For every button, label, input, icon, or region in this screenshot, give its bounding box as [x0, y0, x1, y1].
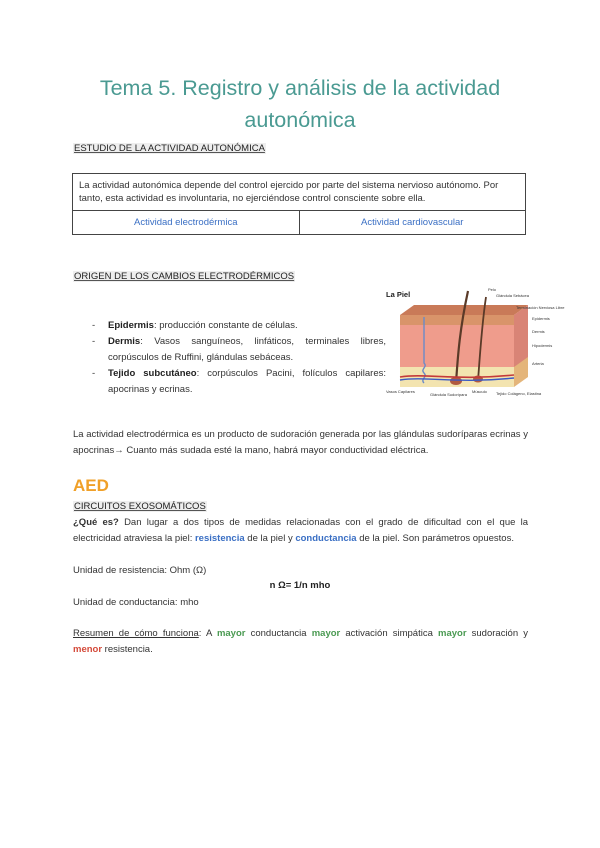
section-heading-estudio: ESTUDIO DE LA ACTIVIDAD AUTONÓMICA — [74, 143, 265, 154]
skin-diagram — [386, 283, 586, 401]
svg-text:Tejido Colágeno, Elastina: Tejido Colágeno, Elastina — [496, 391, 542, 396]
page-title: Tema 5. Registro y análisis de la actividad autonómica — [99, 76, 501, 132]
intro-text: La actividad autonómica depende del control ejercido por parte del sistema nervioso autónomo. Por tanto, esta actividad es involuntaria, no ejerciéndose control consciente sobre ella. — [73, 174, 526, 211]
svg-text:Epidermis: Epidermis — [532, 316, 550, 321]
svg-text:Músculo: Músculo — [472, 389, 487, 394]
svg-text:Glándula Sebácea: Glándula Sebácea — [496, 293, 529, 298]
list-item: - Epidermis: producción constante de células. — [92, 320, 298, 331]
que-es-paragraph: ¿Qué es? Dan lugar a dos tipos de medidas relacionadas con el grado de dificultad con el que la electricidad atraviesa la piel: resistencia de la piel y conductancia de la piel. Son parámetros opuestos. — [73, 517, 528, 544]
svg-text:Terminación Nerviosa Libre: Terminación Nerviosa Libre — [516, 305, 565, 310]
formula: n Ω= 1/n mho — [269, 580, 331, 591]
summary-paragraph: Resumen de cómo funciona: A mayor conductancia mayor activación simpática mayor sudoración y menor resistencia. — [73, 628, 528, 655]
svg-text:Pelo: Pelo — [488, 287, 497, 292]
aed-heading: AED — [73, 476, 109, 495]
epidermis-layer — [400, 315, 514, 325]
skin-diagram-title: La Piel — [386, 290, 411, 299]
svg-text:Glándula Sudorípara: Glándula Sudorípara — [430, 392, 467, 397]
svg-text:Dermis: Dermis — [532, 329, 545, 334]
intro-table — [72, 173, 526, 235]
electrodermal-paragraph: La actividad electrodérmica es un producto de sudoración generada por las glándulas sudoríparas ecrinas y apocrinas→ Cuanto más sudada esté la mano, habrá mayor conductividad eléctrica. — [73, 429, 528, 456]
cell-actividad-cardiovascular: Actividad cardiovascular — [299, 211, 526, 235]
unit-conductance: Unidad de conductancia: mho — [73, 597, 199, 608]
list-item: - Dermis: Vasos sanguíneos, linfáticos, terminales libres, corpúsculos de Ruffini, glándulas sebáceas. — [92, 336, 386, 363]
svg-text:Arteria: Arteria — [532, 361, 544, 366]
section-heading-circuitos: CIRCUITOS EXOSOMÁTICOS — [74, 501, 206, 512]
section-heading-origen: ORIGEN DE LOS CAMBIOS ELECTRODÉRMICOS — [74, 271, 295, 282]
skin-layers-list — [92, 318, 386, 398]
list-item: - Tejido subcutáneo: corpúsculos Pacini, folículos capilares: apocrinas y ecrinas. — [92, 368, 386, 395]
svg-text:Vasos Capilares: Vasos Capilares — [386, 389, 415, 394]
unit-resistance: Unidad de resistencia: Ohm (Ω) — [73, 565, 207, 576]
svg-text:Hipodermis: Hipodermis — [532, 343, 553, 348]
cell-actividad-electrodermica: Actividad electrodérmica — [73, 211, 300, 235]
